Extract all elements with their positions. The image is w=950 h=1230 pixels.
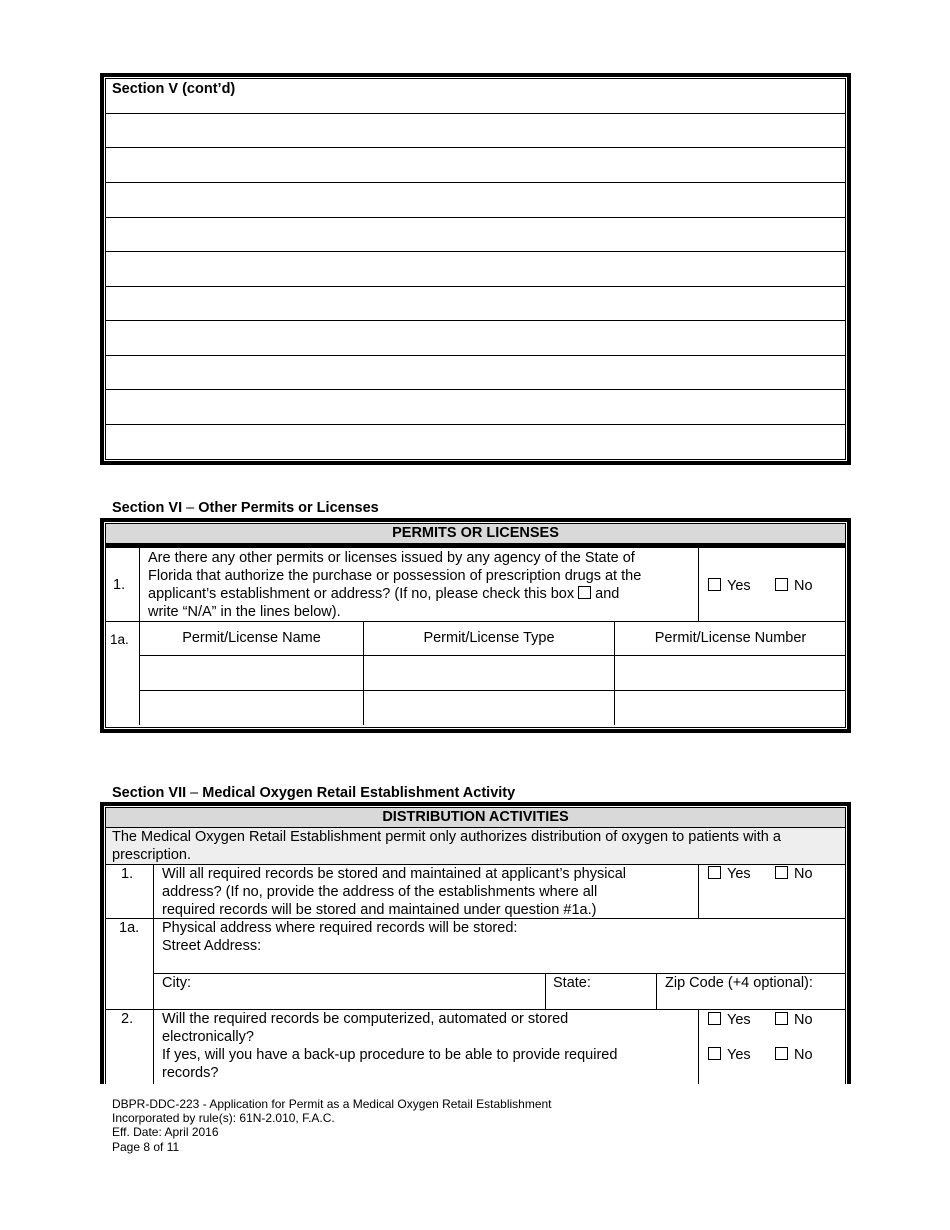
na-checkbox[interactable] bbox=[578, 586, 591, 599]
footer-rule-reference: Incorporated by rule(s): 61N-2.010, F.A.C. bbox=[112, 1111, 335, 1125]
permit-type-input[interactable] bbox=[365, 657, 613, 689]
row-divider bbox=[105, 355, 846, 356]
no-label: No bbox=[794, 578, 813, 594]
text-line-input[interactable] bbox=[107, 184, 844, 216]
q1-line-1: Are there any other permits or licenses issued by any agency of the State of bbox=[148, 550, 635, 566]
state-label: State: bbox=[553, 975, 591, 991]
dist-q1a-number: 1a. bbox=[119, 920, 140, 936]
q1a-number: 1a. bbox=[110, 632, 129, 647]
text-line-input[interactable] bbox=[107, 322, 844, 354]
permit-name-input[interactable] bbox=[141, 692, 361, 724]
no-checkbox[interactable] bbox=[775, 1047, 788, 1060]
distribution-table-header: DISTRIBUTION ACTIVITIES bbox=[382, 809, 569, 825]
q1-number: 1. bbox=[113, 577, 126, 593]
dist-inner-right bbox=[845, 807, 846, 1084]
permit-number-input[interactable] bbox=[616, 657, 844, 689]
row-divider bbox=[105, 918, 846, 919]
no-checkbox[interactable] bbox=[775, 578, 788, 591]
yes-label: Yes bbox=[727, 578, 751, 594]
permit-number-input[interactable] bbox=[616, 692, 844, 724]
text-line-input[interactable] bbox=[107, 115, 844, 146]
note-line-2: prescription. bbox=[112, 847, 191, 863]
permits-table-header: PERMITS OR LICENSES bbox=[392, 525, 559, 541]
section-vii-heading bbox=[112, 785, 515, 803]
q1-yes-option[interactable] bbox=[708, 578, 751, 595]
no-label: No bbox=[794, 1047, 813, 1063]
dist-q1a-line-1: Physical address where required records will be stored: bbox=[162, 920, 518, 936]
dist-header-top bbox=[105, 807, 846, 808]
row-divider bbox=[153, 973, 846, 974]
col-header-type: Permit/License Type bbox=[423, 630, 555, 646]
dist-top-border bbox=[100, 802, 851, 806]
text-line-input[interactable] bbox=[107, 426, 844, 458]
header-rule bbox=[105, 543, 846, 548]
answer-column-divider bbox=[698, 548, 699, 621]
permit-name-input[interactable] bbox=[141, 657, 361, 689]
col-header-name: Permit/License Name bbox=[182, 630, 321, 646]
section-vii-title: Medical Oxygen Retail Establishment Activity bbox=[202, 785, 516, 801]
text-line-input[interactable] bbox=[107, 357, 844, 388]
answer-column-divider bbox=[698, 864, 699, 918]
yes-checkbox[interactable] bbox=[708, 578, 721, 591]
yes-checkbox[interactable] bbox=[708, 1047, 721, 1060]
dist-q2-no-option[interactable] bbox=[775, 1012, 813, 1029]
section-vi-heading bbox=[112, 500, 379, 518]
dist-q2-yes-option[interactable] bbox=[708, 1012, 751, 1029]
column-divider bbox=[545, 973, 546, 1009]
dist-q1-line-2: address? (If no, provide the address of the establishments where all bbox=[162, 884, 598, 900]
row-divider bbox=[105, 320, 846, 321]
text-line-input[interactable] bbox=[107, 253, 844, 285]
permit-type-input[interactable] bbox=[365, 692, 613, 724]
dist-right-border bbox=[847, 802, 851, 1084]
q1-line-4: write “N/A” in the lines below). bbox=[148, 604, 341, 620]
text-line-input[interactable] bbox=[107, 391, 844, 423]
q1-line-3-text: applicant’s establishment or address? (If no, please check this box bbox=[148, 586, 575, 602]
footer-form-title: DBPR-DDC-223 - Application for Permit as a Medical Oxygen Retail Establishment bbox=[112, 1097, 552, 1111]
no-checkbox[interactable] bbox=[775, 1012, 788, 1025]
dist-q1-line-3: required records will be stored and maintained under question #1a.) bbox=[162, 902, 597, 918]
row-divider bbox=[105, 182, 846, 183]
yes-label: Yes bbox=[727, 1047, 751, 1063]
row-divider bbox=[105, 217, 846, 218]
row-divider bbox=[105, 147, 846, 148]
text-line-input[interactable] bbox=[107, 288, 844, 319]
row-divider bbox=[105, 113, 846, 114]
state-input[interactable] bbox=[600, 975, 652, 1007]
yes-label: Yes bbox=[727, 1012, 751, 1028]
row-divider bbox=[105, 621, 846, 622]
q1-line-2: Florida that authorize the purchase or possession of prescription drugs at the bbox=[148, 568, 642, 584]
dist-q1-line-1: Will all required records be stored and maintained at applicant’s physical bbox=[162, 866, 626, 882]
row-divider bbox=[105, 251, 846, 252]
section-vii-label: Section VII bbox=[112, 785, 187, 801]
row-divider bbox=[105, 864, 846, 865]
q1-line-3 bbox=[148, 586, 619, 604]
street-address-label: Street Address: bbox=[162, 938, 262, 954]
yes-checkbox[interactable] bbox=[708, 1012, 721, 1025]
heading-dash: – bbox=[186, 785, 203, 801]
zip-label: Zip Code (+4 optional): bbox=[665, 975, 813, 991]
dist-left-border bbox=[100, 802, 104, 1084]
dist-q1-yes-option[interactable] bbox=[708, 866, 751, 883]
row-divider bbox=[105, 424, 846, 425]
street-address-input[interactable] bbox=[280, 938, 840, 970]
text-line-input[interactable] bbox=[107, 149, 844, 181]
column-divider bbox=[656, 973, 657, 1009]
city-label: City: bbox=[162, 975, 191, 991]
dist-q2-number: 2. bbox=[121, 1011, 134, 1027]
note-line-1: The Medical Oxygen Retail Establishment permit only authorizes distribution of oxygen to patients with a bbox=[112, 829, 781, 845]
text-line-input[interactable] bbox=[107, 219, 844, 250]
row-divider bbox=[105, 286, 846, 287]
yes-label: Yes bbox=[727, 866, 751, 882]
dist-q2-line-4: records? bbox=[162, 1065, 219, 1081]
dist-q1-number: 1. bbox=[121, 866, 134, 882]
dist-q2-line-3: If yes, will you have a back-up procedure to be able to provide required bbox=[162, 1047, 618, 1063]
row-divider bbox=[139, 655, 846, 656]
no-label: No bbox=[794, 866, 813, 882]
dist-q2-line-2: electronically? bbox=[162, 1029, 254, 1045]
no-label: No bbox=[794, 1012, 813, 1028]
row-divider bbox=[105, 389, 846, 390]
footer-page-number: Page 8 of 11 bbox=[112, 1140, 180, 1154]
col-header-number: Permit/License Number bbox=[654, 630, 807, 646]
row-divider bbox=[139, 690, 846, 691]
heading-dash: – bbox=[182, 500, 199, 516]
q1-line-3-and: and bbox=[595, 586, 620, 602]
zip-input[interactable] bbox=[665, 993, 843, 1008]
dist-q1-no-option[interactable] bbox=[775, 866, 813, 883]
q1-no-option[interactable] bbox=[775, 578, 813, 595]
answer-column-divider bbox=[698, 1009, 699, 1084]
dist-q2b-no-option[interactable] bbox=[775, 1047, 813, 1064]
section-v-title: Section V (cont’d) bbox=[112, 81, 236, 97]
dist-q2b-yes-option[interactable] bbox=[708, 1047, 751, 1064]
no-checkbox[interactable] bbox=[775, 866, 788, 879]
section-vi-label: Section VI bbox=[112, 500, 183, 516]
row-divider bbox=[105, 1009, 846, 1010]
footer-effective-date: Eff. Date: April 2016 bbox=[112, 1125, 219, 1139]
dist-q2-line-1: Will the required records be computerized, automated or stored bbox=[162, 1011, 569, 1027]
number-column-divider bbox=[153, 864, 154, 1084]
yes-checkbox[interactable] bbox=[708, 866, 721, 879]
city-input[interactable] bbox=[200, 975, 540, 1007]
section-vi-title: Other Permits or Licenses bbox=[198, 500, 379, 516]
